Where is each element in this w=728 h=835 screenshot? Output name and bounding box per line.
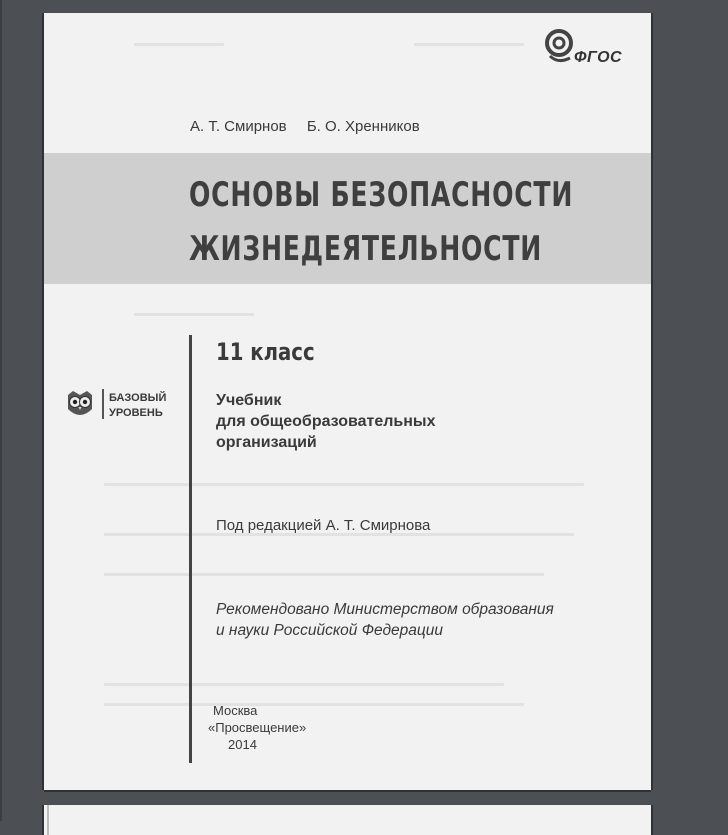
bleed-through xyxy=(104,573,544,576)
bleed-through xyxy=(414,43,524,46)
next-page-edge xyxy=(47,805,49,835)
grade-label: 11 класс xyxy=(216,338,315,366)
imprint xyxy=(208,702,306,753)
title-line: ОСНОВЫ БЕЗОПАСНОСТИ xyxy=(189,175,574,215)
book-title xyxy=(189,168,574,276)
bleed-through xyxy=(104,703,524,706)
imprint-year: 2014 xyxy=(228,737,257,752)
level-badge xyxy=(64,385,174,425)
bleed-through xyxy=(104,483,584,486)
viewer-edge xyxy=(0,0,2,821)
level-line: УРОВЕНЬ xyxy=(109,407,163,419)
author-name: А. Т. Смирнов xyxy=(190,118,287,135)
bleed-through xyxy=(134,43,224,46)
fgos-logo xyxy=(544,28,634,73)
book-description xyxy=(216,390,556,453)
owl-icon xyxy=(64,389,96,419)
recommendation-line: и науки Российской Федерации xyxy=(216,622,443,639)
recommendation-line: Рекомендовано Министерством образования xyxy=(216,601,554,618)
description-line: организаций xyxy=(216,434,317,451)
level-line: БАЗОВЫЙ xyxy=(109,392,167,404)
level-text xyxy=(109,391,166,421)
recommendation xyxy=(216,599,554,641)
bleed-through xyxy=(134,313,254,316)
description-line: для общеобразовательных xyxy=(216,413,436,430)
document-page xyxy=(44,13,651,790)
imprint-city: Москва xyxy=(213,703,258,718)
editor-credit: Под редакцией А. Т. Смирнова xyxy=(216,517,431,534)
vertical-rule xyxy=(189,335,192,763)
authors xyxy=(190,118,420,135)
description-line: Учебник xyxy=(216,392,282,409)
level-divider xyxy=(102,389,104,419)
next-page[interactable] xyxy=(44,805,651,835)
fgos-emblem-icon xyxy=(544,28,578,66)
fgos-logo-text: ФГОС xyxy=(574,49,623,66)
author-name: Б. О. Хренников xyxy=(306,118,420,135)
imprint-publisher: «Просвещение» xyxy=(208,720,307,735)
title-line: ЖИЗНЕДЕЯТЕЛЬНОСТИ xyxy=(189,229,543,269)
bleed-through xyxy=(104,683,504,686)
